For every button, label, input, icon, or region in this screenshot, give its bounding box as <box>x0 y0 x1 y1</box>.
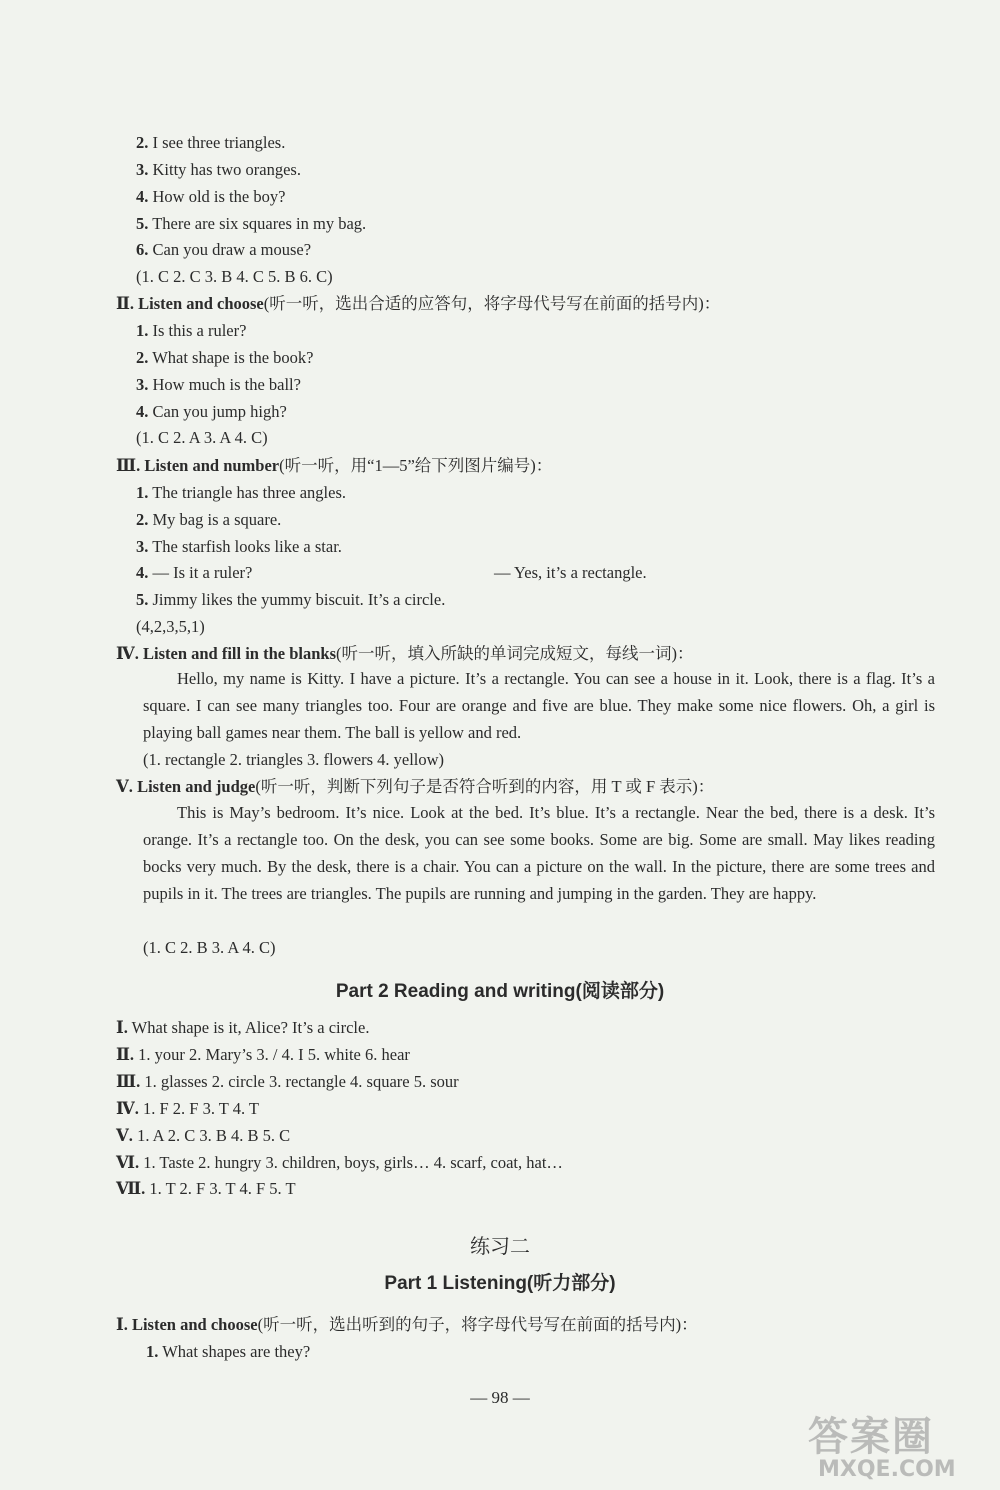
answer-line: Ⅰ. What shape is it, Alice? It’s a circle. <box>116 1018 370 1037</box>
answer-line: Ⅶ. 1. T 2. F 3. T 4. F 5. T <box>116 1179 296 1198</box>
list-item: 4. Can you jump high? <box>136 402 287 421</box>
watermark-url: MXQE.COM <box>818 1457 956 1482</box>
list-item: 5. There are six squares in my bag. <box>136 214 367 233</box>
list-item: 6. Can you draw a mouse? <box>136 240 312 259</box>
page-number: — 98 — <box>470 1388 530 1407</box>
watermark-logo <box>808 1405 988 1485</box>
answer-key: (1. C 2. B 3. A 4. C) <box>143 938 276 957</box>
list-item: 4. How old is the boy? <box>136 187 286 206</box>
section-heading: Ⅱ. Listen and choose(听一听，选出合适的应答句，将字母代号写在前面的括号内)： <box>116 294 721 313</box>
answer-line: Ⅲ. 1. glasses 2. circle 3. rectangle 4. square 5. sour <box>116 1072 459 1091</box>
part-title: Part 2 Reading and writing(阅读部分) <box>335 981 665 1002</box>
list-item: 3. How much is the ball? <box>136 375 301 394</box>
answer-key: (1. rectangle 2. triangles 3. flowers 4. yellow) <box>143 750 445 769</box>
answer-line: Ⅱ. 1. your 2. Mary’s 3. / 4. I 5. white 6. hear <box>116 1045 410 1064</box>
list-item: 3. The starfish looks like a star. <box>136 537 342 556</box>
answer-line: Ⅴ. 1. A 2. C 3. B 4. B 5. C <box>116 1126 291 1145</box>
list-item: 2. What shape is the book? <box>136 348 314 367</box>
answer-key: (1. C 2. C 3. B 4. C 5. B 6. C) <box>136 267 333 286</box>
passage: Hello, my name is Kitty. I have a picture. It’s a rectangle. You can see a house in it. Look, there is a flag. It’s a square. I can see many triangles too. Four are orange and five are blue. They make some nice flowers. Oh, a girl is playing ball games near them. The ball is yellow and red. <box>143 669 935 742</box>
part-title: Part 1 Listening(听力部分) <box>384 1273 616 1294</box>
list-item: 5. Jimmy likes the yummy biscuit. It’s a circle. <box>136 590 446 609</box>
list-item: 1. What shapes are they? <box>146 1342 311 1361</box>
passage: This is May’s bedroom. It’s nice. Look at the bed. It’s blue. It’s a rectangle. Near the bed, there is a desk. It’s orange. It’s a rectangle too. On the desk, you can see some books. Some are big. Some are small. May likes reading bocks very much. By the desk, there is a chair. You can a picture on the wall. In the picture, there are some trees and pupils in it. The trees are triangles. The pupils are running and jumping in the garden. They are happy. <box>143 803 935 903</box>
list-item: 2. I see three triangles. <box>136 133 286 152</box>
dialogue-reply: — Yes, it’s a rectangle. <box>494 563 647 582</box>
answer-key: (1. C 2. A 3. A 4. C) <box>136 428 268 447</box>
section-heading: Ⅰ. Listen and choose(听一听，选出听到的句子，将字母代号写在前面的括号内)： <box>116 1315 698 1334</box>
watermark-logo-text: 答案圈 <box>808 1414 934 1460</box>
exercise-title: 练习二 <box>470 1234 530 1258</box>
answer-line: Ⅵ. 1. Taste 2. hungry 3. children, boys, girls… 4. scarf, coat, hat… <box>116 1153 563 1172</box>
section-heading: Ⅴ. Listen and judge(听一听，判断下列句子是否符合听到的内容，用 T 或 F 表示)： <box>116 777 715 796</box>
list-item: 3. Kitty has two oranges. <box>136 160 301 179</box>
list-item: 2. My bag is a square. <box>136 510 282 529</box>
section-heading: Ⅳ. Listen and fill in the blanks(听一听，填入所缺的单词完成短文，每线一词)： <box>116 644 694 663</box>
list-item: 1. The triangle has three angles. <box>136 483 346 502</box>
list-item: 4. — Is it a ruler? <box>136 563 253 582</box>
answer-key: (4,2,3,5,1) <box>136 617 205 636</box>
list-item: 1. Is this a ruler? <box>136 321 247 340</box>
answer-line: Ⅳ. 1. F 2. F 3. T 4. T <box>116 1099 259 1118</box>
section-heading: Ⅲ. Listen and number(听一听，用“1—5”给下列图片编号)： <box>116 456 553 475</box>
